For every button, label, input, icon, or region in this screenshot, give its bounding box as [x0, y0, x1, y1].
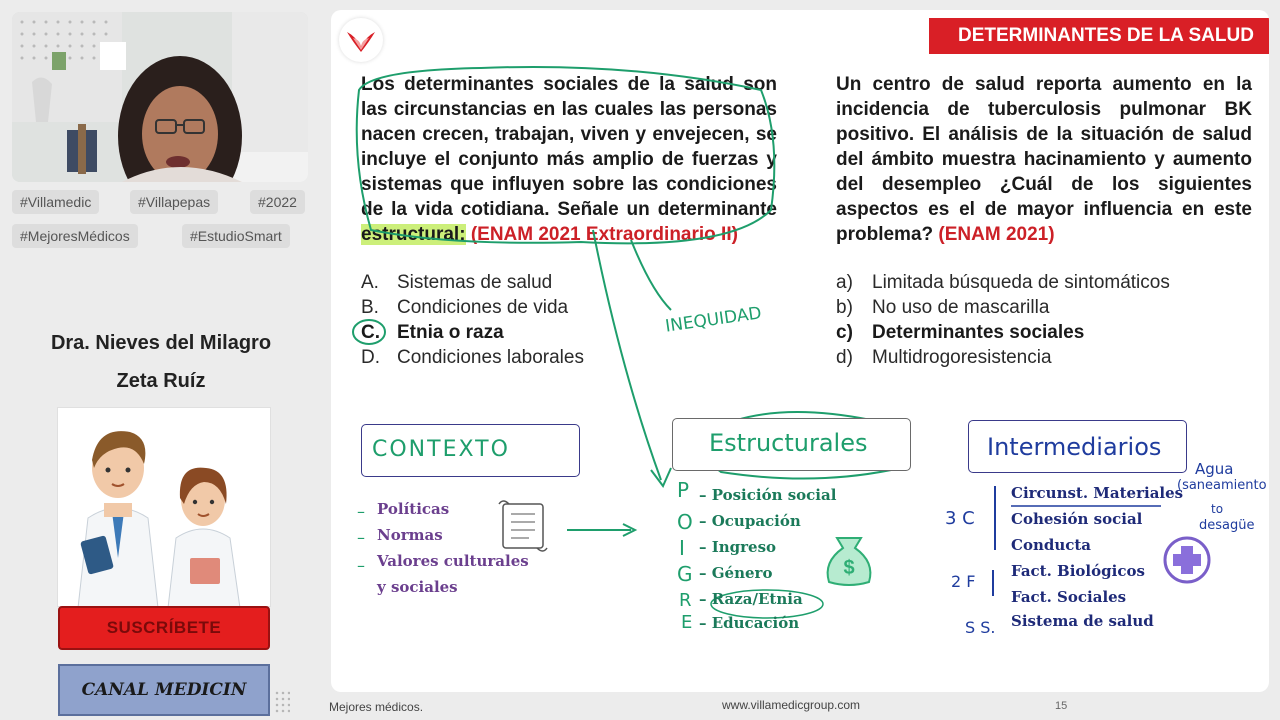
- option-text: Sistemas de salud: [397, 272, 553, 293]
- intermediario-item: Circunst. Materiales: [1011, 484, 1184, 502]
- option-key: d): [836, 347, 853, 368]
- estructurales-box: [672, 418, 911, 471]
- to-annotation: to: [1211, 502, 1224, 516]
- presenter-name-line1: Dra. Nieves del Milagro: [50, 332, 272, 354]
- question-1-reference: (ENAM 2021 Extraordinario II): [470, 224, 738, 245]
- intermediario-item: Fact. Sociales: [1011, 588, 1127, 606]
- intermediarios-label: Intermediarios: [987, 433, 1162, 461]
- contexto-box: [361, 424, 580, 477]
- estructural-item-text: Ingreso: [711, 538, 777, 556]
- arrow-to-estructurales: [593, 230, 661, 480]
- option-key: a): [836, 272, 853, 293]
- hashtag: #MejoresMédicos: [12, 224, 138, 248]
- bullet-dash: –: [357, 528, 365, 547]
- left-panel: [0, 0, 322, 720]
- footer-page-number: 15: [1055, 700, 1068, 712]
- doctors-illustration: [57, 407, 271, 607]
- option-text: No uso de mascarilla: [872, 297, 1050, 318]
- money-bag-icon: [828, 538, 871, 585]
- hashtag: #Villapepas: [130, 190, 218, 214]
- hashtag: #2022: [250, 190, 305, 214]
- contexto-item: y sociales: [377, 578, 458, 596]
- mnemonic-letter: G: [677, 562, 693, 586]
- question-2-text: Un centro de salud reporta aumento en la incidencia de tuberculosis pulmonar BK positivo. El análisis de la situación de salud del ámbito muestra hacinamiento y aumento del desempleo ¿Cuál de los siguientes aspectos es el de mayor influencia en este problema?: [836, 74, 1252, 245]
- estructural-item-text: Raza/Etnia: [711, 590, 803, 608]
- estructural-item: – Ocupación: [699, 512, 801, 530]
- option-key: A.: [361, 272, 379, 293]
- option-text: Condiciones de vida: [397, 297, 569, 318]
- option-key: b): [836, 297, 853, 318]
- footer-slogan: Mejores médicos.: [329, 700, 424, 714]
- scroll-icon: [499, 501, 547, 551]
- option-text: Limitada búsqueda de sintomáticos: [872, 272, 1170, 293]
- intermediario-item: Conducta: [1011, 536, 1092, 554]
- option-key: D.: [361, 347, 380, 368]
- 3c-annotation: 3 C: [945, 508, 975, 529]
- option-text: Multidrogoresistencia: [872, 347, 1052, 368]
- webcam-video: [12, 12, 308, 182]
- question-1-text: Los determinantes sociales de la salud son las circunstancias en las cuales las personas nacen crecen, trabajan, viven y envejecen, se incluye el conjunto más amplio de fuerzas y sistemas que influyen sobre las condiciones de la vida cotidiana. Señale un determinante: [361, 74, 777, 220]
- option-text: Determinantes sociales: [872, 322, 1085, 343]
- footer-url: www.villamedicgroup.com: [722, 698, 861, 712]
- option-text: Condiciones laborales: [397, 347, 584, 368]
- decorative-dots: [274, 690, 290, 714]
- estructural-item: – Posición social: [699, 486, 837, 504]
- question-1-highlight: estructural:: [361, 224, 466, 245]
- medical-cross-icon: [1165, 538, 1209, 582]
- estructural-item-text: Educación: [711, 614, 800, 632]
- right-edge: [1270, 0, 1280, 720]
- contexto-item: Valores culturales: [377, 552, 529, 570]
- saneamiento-annotation: (saneamiento: [1177, 478, 1267, 493]
- slide-title-banner: DETERMINANTES DE LA SALUD: [929, 18, 1269, 54]
- option-key: c): [836, 322, 853, 343]
- svg-text:$: $: [843, 557, 855, 579]
- contexto-item: Normas: [377, 526, 443, 544]
- option-key: B.: [361, 297, 379, 318]
- bullet-dash: –: [357, 556, 365, 575]
- intermediario-item: Fact. Biológicos: [1011, 562, 1145, 580]
- presenter-name-line2: Zeta Ruíz: [116, 370, 206, 392]
- hashtag: #EstudioSmart: [182, 224, 290, 248]
- question-2-reference: (ENAM 2021): [938, 224, 1055, 245]
- mnemonic-letter: P: [677, 478, 690, 502]
- intermediarios-box: [968, 420, 1187, 473]
- estructural-item: – Raza/Etnia: [699, 590, 803, 608]
- ss-annotation: S S.: [965, 618, 996, 637]
- mnemonic-letter: I: [679, 536, 685, 560]
- 2f-annotation: 2 F: [951, 572, 976, 591]
- estructural-item-text: Ocupación: [711, 512, 801, 530]
- doctors-icon: [58, 408, 272, 608]
- mnemonic-letter: R: [679, 590, 692, 611]
- inequidad-annotation: INEQUIDAD: [664, 303, 763, 337]
- bullet-dash: –: [357, 502, 365, 521]
- agua-annotation: Agua: [1195, 460, 1234, 478]
- estructural-item: – Género: [699, 564, 773, 582]
- mnemonic-letter: O: [677, 510, 693, 534]
- mnemonic-letter: E: [681, 612, 693, 633]
- presentation-slide: [331, 10, 1269, 692]
- answer-c-circle: [353, 320, 385, 344]
- option-text: Etnia o raza: [397, 322, 504, 343]
- channel-button[interactable]: CANAL MEDICIN: [58, 664, 270, 716]
- estructural-item-text: Posición social: [711, 486, 837, 504]
- option-key: C.: [361, 322, 380, 343]
- estructural-item: – Educación: [699, 614, 800, 632]
- intermediario-item: Sistema de salud: [1011, 612, 1154, 630]
- desague-annotation: desagüe: [1199, 518, 1255, 533]
- estructural-item: – Ingreso: [699, 538, 777, 556]
- presenter-name: [0, 324, 322, 400]
- estructural-item-text: Género: [711, 564, 773, 582]
- intermediario-item: Cohesión social: [1011, 510, 1143, 528]
- contexto-label: CONTEXTO: [372, 437, 510, 462]
- hashtag: #Villamedic: [12, 190, 99, 214]
- subscribe-button[interactable]: SUSCRÍBETE: [58, 606, 270, 650]
- question-circle-stroke: [357, 67, 775, 243]
- contexto-item: Políticas: [377, 500, 450, 518]
- webcam-scene-illustration: [12, 12, 308, 182]
- estructurales-label: Estructurales: [709, 429, 868, 457]
